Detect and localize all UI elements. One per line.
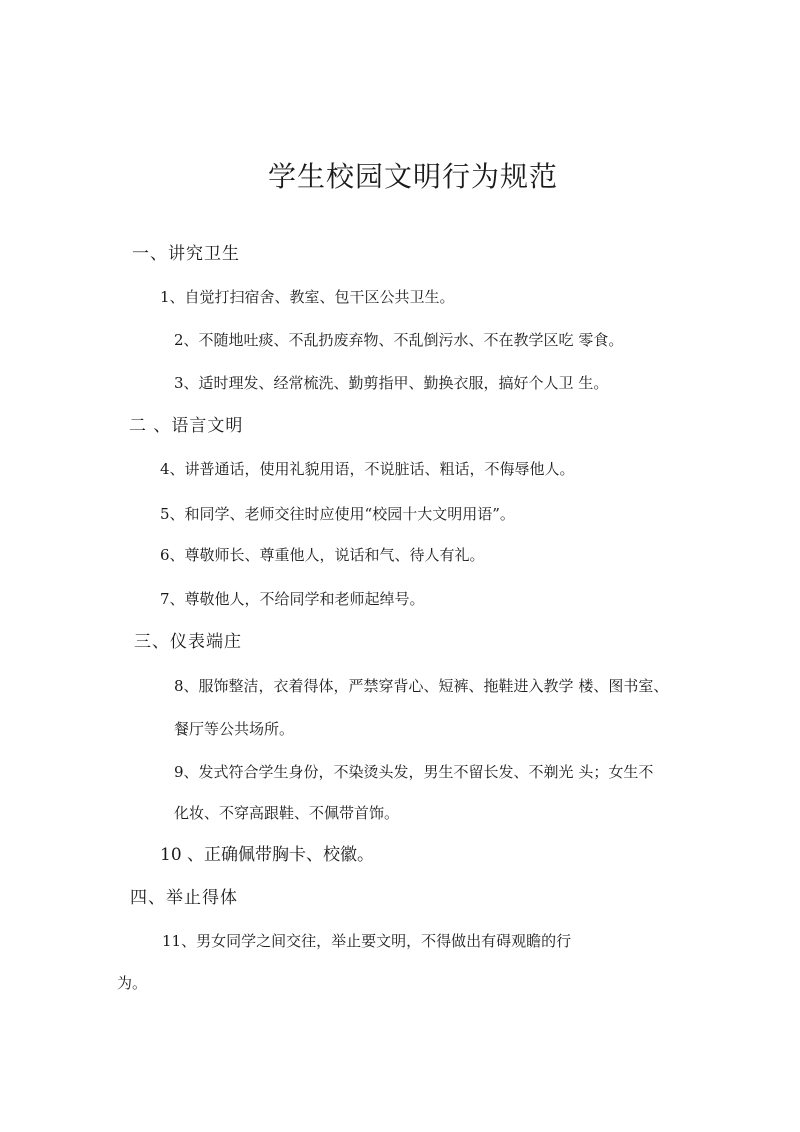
rule-line: 8、服饰整洁，衣着得体，严禁穿背心、短裤、拖鞋进入教学 楼、图书室、 — [174, 677, 669, 695]
rule-line: 9、发式符合学生身份，不染烫头发，男生不留长发、不剃光 头；女生不 — [174, 763, 654, 781]
rule-line: 4、讲普通话，使用礼貌用语，不说脏话、粗话，不侮辱他人。 — [160, 460, 575, 478]
rule-line: 7、尊敬他人，不给同学和老师起绰号。 — [160, 590, 425, 608]
rule-line: 6、尊敬师长、尊重他人，说话和气、待人有礼。 — [160, 546, 485, 564]
section-heading-language: 二 、语言文明 — [129, 416, 244, 436]
rule-line: 5、和同学、老师交往时应使用“校园十大文明用语”。 — [160, 505, 515, 523]
rule-line: 化妆、不穿高跟鞋、不佩带首饰。 — [174, 804, 400, 822]
rule-line: 11、男女同学之间交往，举止要文明，不得做出有碍观瞻的行 — [162, 932, 572, 950]
page-title: 学生校园文明行为规范 — [268, 160, 559, 193]
rule-line: 1、自觉打扫宿舍、教室、包干区公共卫生。 — [160, 288, 455, 306]
section-heading-behavior: 四、举止得体 — [130, 888, 238, 908]
rule-line: 3、适时理发、经常梳洗、勤剪指甲、勤换衣服，搞好个人卫 生。 — [174, 374, 609, 392]
section-heading-appearance: 三、仪表端庄 — [134, 632, 242, 652]
rule-line: 为。 — [117, 974, 148, 992]
rule-line: 餐厅等公共场所。 — [174, 720, 295, 738]
rule-line: 2、不随地吐痰、不乱扔废弃物、不乱倒污水、不在教学区吃 零食。 — [174, 331, 624, 349]
rule-line: 10 、正确佩带胸卡、校徽。 — [160, 845, 375, 865]
section-heading-hygiene: 一、讲究卫生 — [132, 244, 240, 264]
